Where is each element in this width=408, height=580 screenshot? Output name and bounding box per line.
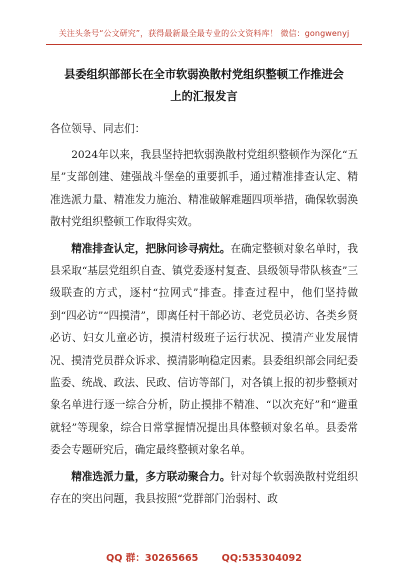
document-title: [50, 64, 358, 108]
paragraph-lead: 精准选派力量，多方联动聚合力。: [71, 470, 231, 483]
paragraph-precise-dispatch: [50, 466, 358, 511]
qq-contact-text: QQ:535304092: [221, 553, 302, 564]
promo-header: [0, 0, 408, 46]
promo-text: 关注头条号“公文研究”，获得最新最全最专业的公文资料库！ 微信：gongwenyj: [58, 29, 350, 38]
qq-group-text: QQ 群：30265665: [106, 553, 199, 564]
paragraph-lead: 精准排查认定，把脉问诊寻病灶。: [71, 242, 231, 255]
paragraph-intro: [50, 144, 358, 234]
document-body: [50, 64, 358, 511]
paragraph-text: 针对每个软弱涣散村党组织存在的突出问题，我县按照“党群部门治弱村、政: [50, 470, 359, 506]
paragraph-precise-screening: [50, 238, 358, 462]
salutation: 各位领导、同志们：: [50, 123, 146, 135]
title-line-2: 上的汇报发言: [170, 90, 238, 103]
paragraph-text: 2024年以来，我县坚持把软弱涣散村党组织整顿作为深化“五星”支部创建、建强战斗堡垒的重要抓手，通过精准排查认定、精准选派力量、精准发力施治、精准破解难题四项举措，确保软弱涣散村党组织整顿工作取得实效。: [50, 149, 358, 229]
paragraph-text: 在确定整顿对象名单时，我县采取“基层党组织自查、镇党委逐村复查、县级领导带队核查”三级联查的方式，逐村“拉网式”排查。排查过程中，他们坚持做到“四必访”“四摸清”，即离任村干部必访、老党员必访、各类乡贤必访、妇女儿童必访，摸清村级班子运行状况、摸清产业发展情况、摸清党员群众诉求、摸清影响稳定因素。县委组织部会同纪委监委、统战、政法、民政、信访等部门，对各镇上报的初步整顿对象名单进行逐一综合分析，防止摸排不精准、“以次充好”和“避重就轻”等现象，综合日常掌握情况提出具体整顿对象名单。县委常委会专题研究后，确定最终整顿对象名单。: [50, 242, 359, 457]
contact-footer: [0, 550, 408, 564]
header-divider: [46, 44, 362, 45]
title-line-1: 县委组织部部长在全市软弱涣散村党组织整顿工作推进会: [64, 68, 344, 81]
